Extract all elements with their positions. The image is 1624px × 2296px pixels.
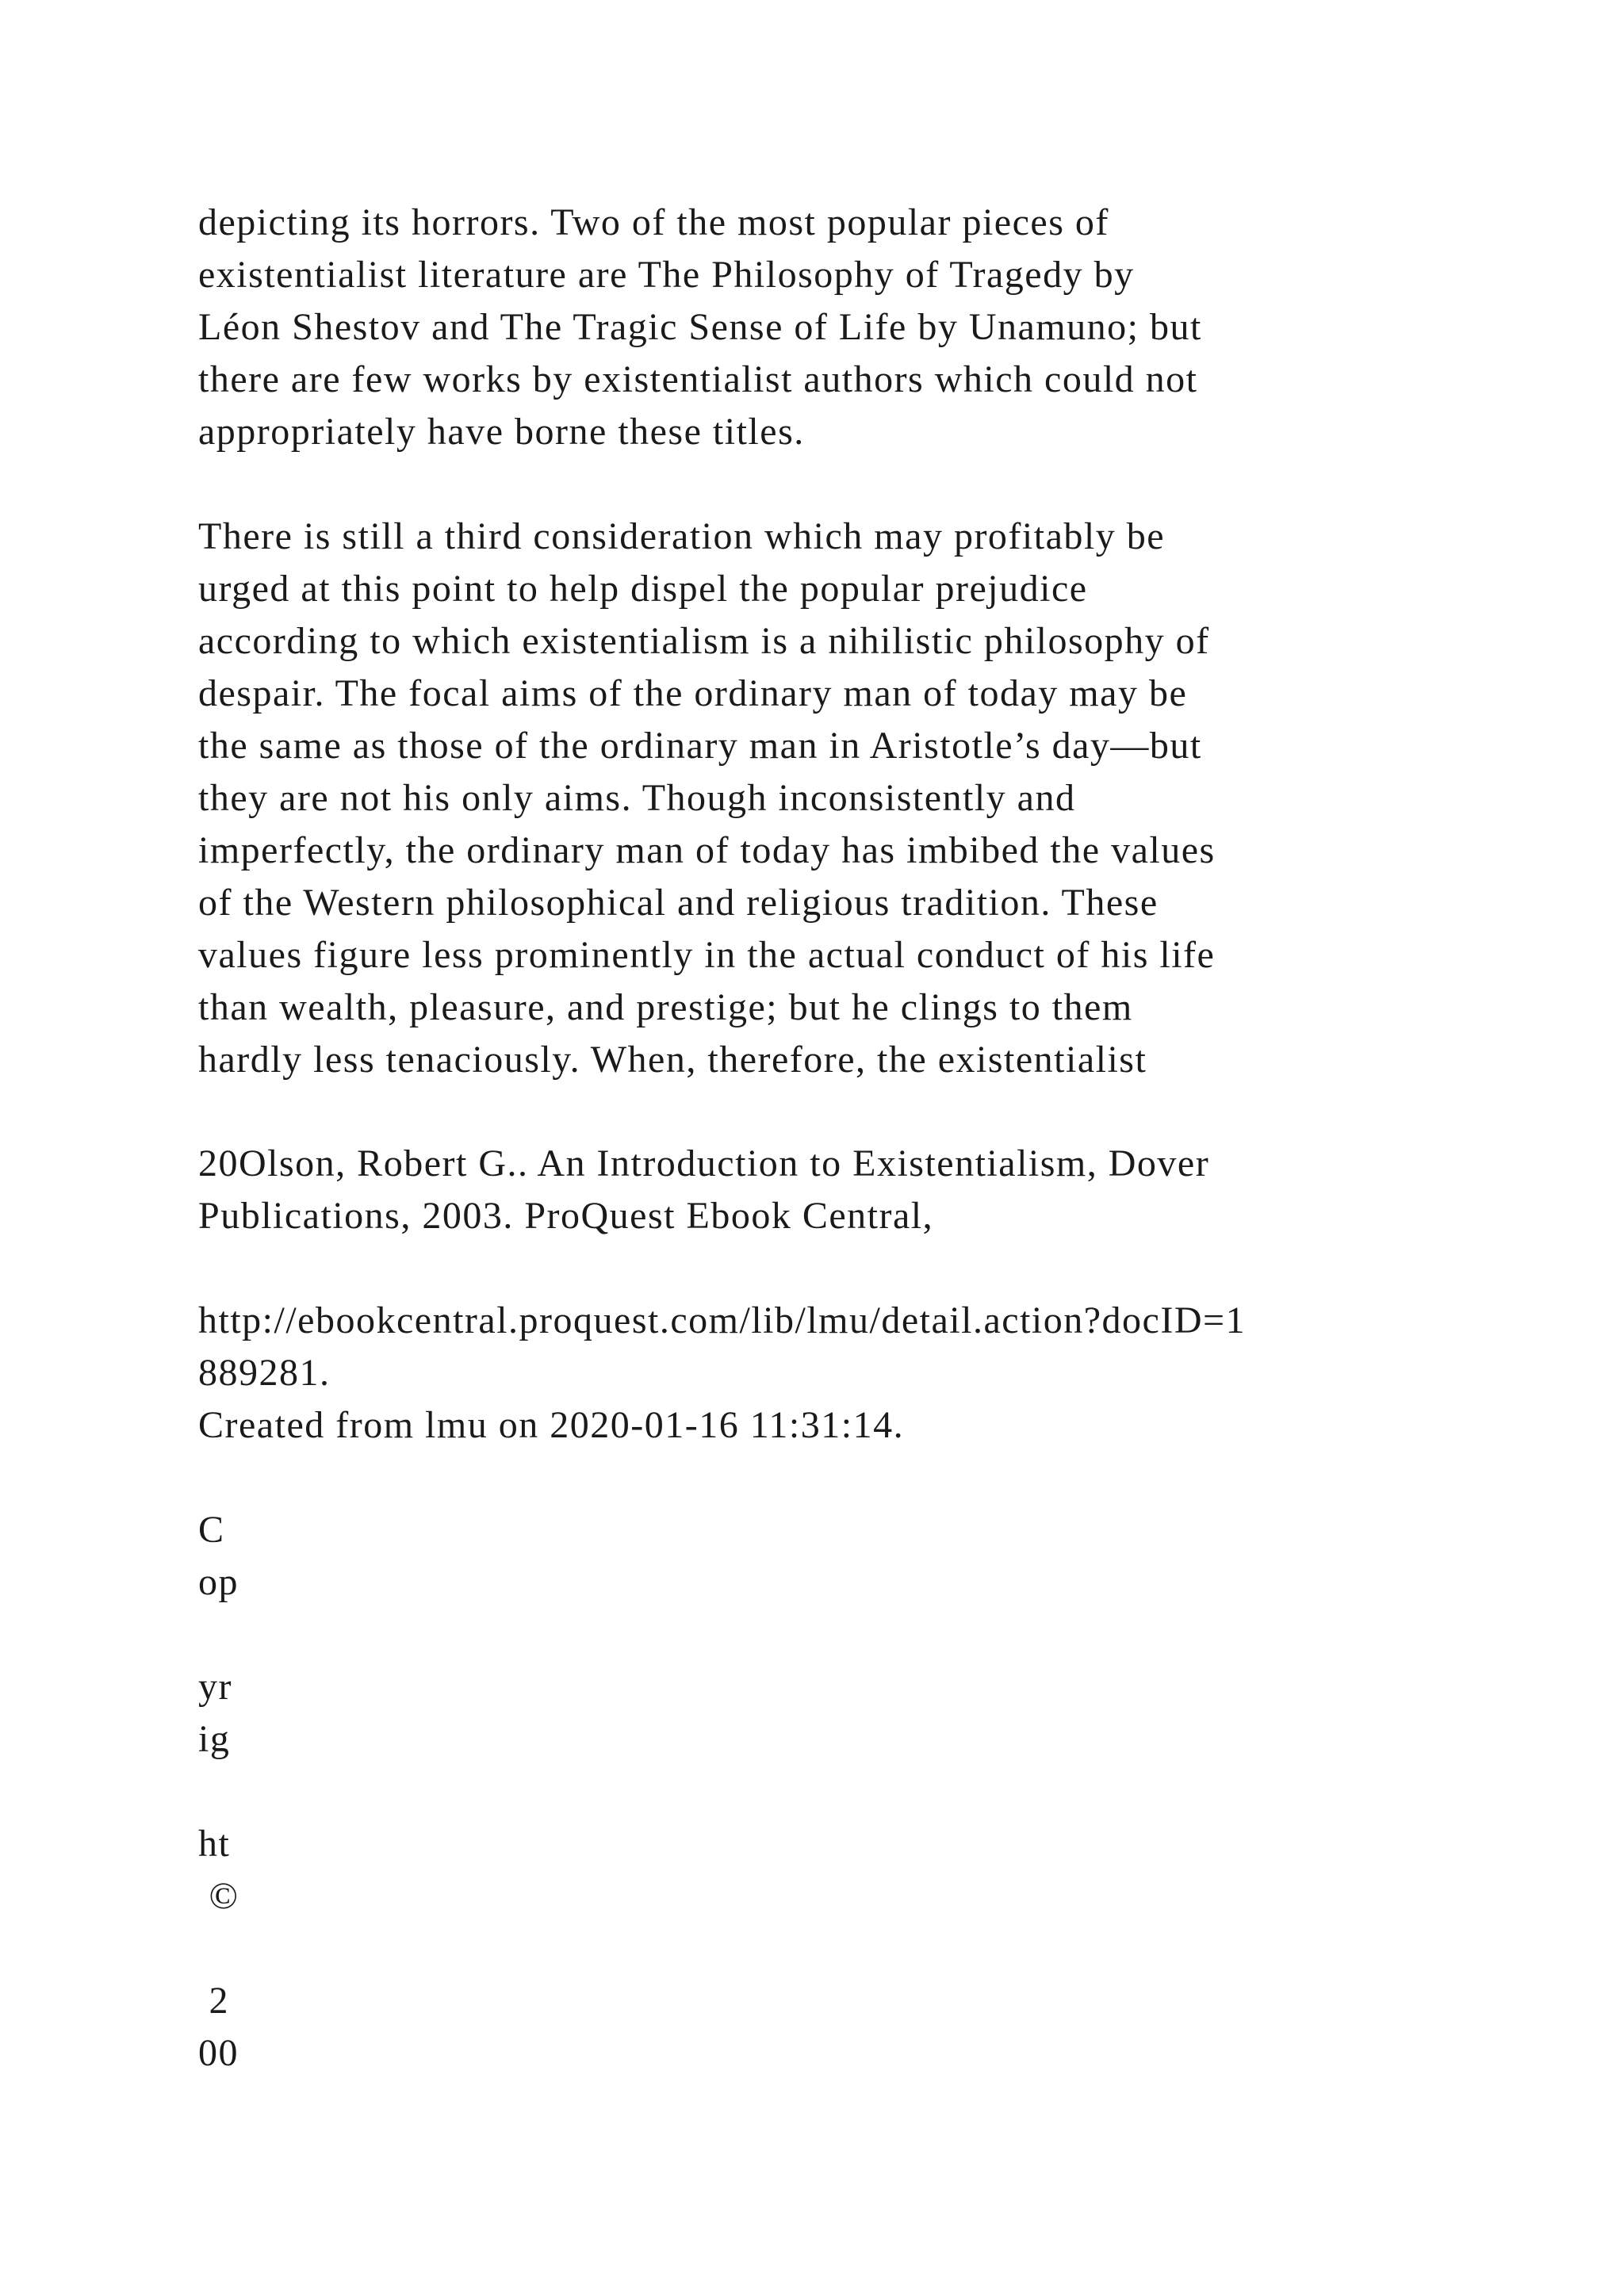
source-url-line: 889281. xyxy=(198,1352,331,1394)
fragment-line: op xyxy=(198,1561,239,1603)
text-line: the same as those of the ordinary man in Aristotle’s day—but xyxy=(198,725,1202,767)
citation-line: Publications, 2003. ProQuest Ebook Central, xyxy=(198,1195,934,1237)
citation-block xyxy=(198,1138,1467,1242)
text-line: There is still a third consideration which may profitably be xyxy=(198,515,1166,557)
text-line: according to which existentialism is a nihilistic philosophy of xyxy=(198,620,1210,662)
fragment-line: yr xyxy=(198,1666,232,1708)
body-paragraph-1 xyxy=(198,197,1467,458)
text-line: appropriately have borne these titles. xyxy=(198,411,805,453)
text-line: there are few works by existentialist authors which could not xyxy=(198,358,1198,400)
body-paragraph-2 xyxy=(198,511,1467,1086)
source-block xyxy=(198,1295,1467,1452)
fragment-line: ht xyxy=(198,1823,231,1865)
fragment-line: 00 xyxy=(198,2032,239,2074)
fragment-line xyxy=(198,1766,1467,1818)
text-line: values figure less prominently in the actual conduct of his life xyxy=(198,934,1216,976)
text-line: they are not his only aims. Though inconsistently and xyxy=(198,777,1076,819)
text-line: existentialist literature are The Philosophy of Tragedy by xyxy=(198,254,1135,296)
created-from-line: Created from lmu on 2020-01-16 11:31:14. xyxy=(198,1404,905,1446)
copyright-watermark-fragments xyxy=(198,1504,1467,2080)
citation-line: 20Olson, Robert G.. An Introduction to Existentialism, Dover xyxy=(198,1142,1210,1184)
source-url-line: http://ebookcentral.proquest.com/lib/lmu/detail.action?docID=1 xyxy=(198,1299,1247,1341)
fragment-line xyxy=(198,1609,1467,1661)
text-line: than wealth, pleasure, and prestige; but he clings to them xyxy=(198,986,1133,1028)
fragment-line: 2 xyxy=(198,1980,229,2022)
fragment-line xyxy=(198,1923,1467,1975)
text-line: imperfectly, the ordinary man of today has imbibed the values xyxy=(198,829,1216,871)
fragment-line: © xyxy=(198,1875,239,1917)
fragment-line: ig xyxy=(198,1718,231,1760)
text-line: of the Western philosophical and religious tradition. These xyxy=(198,882,1159,924)
fragment-line: C xyxy=(198,1509,225,1551)
text-line: depicting its horrors. Two of the most popular pieces of xyxy=(198,201,1109,243)
text-line: urged at this point to help dispel the popular prejudice xyxy=(198,568,1088,610)
text-line: hardly less tenaciously. When, therefore, the existentialist xyxy=(198,1039,1147,1081)
text-line: Léon Shestov and The Tragic Sense of Life by Unamuno; but xyxy=(198,306,1202,348)
text-line: despair. The focal aims of the ordinary man of today may be xyxy=(198,672,1188,714)
